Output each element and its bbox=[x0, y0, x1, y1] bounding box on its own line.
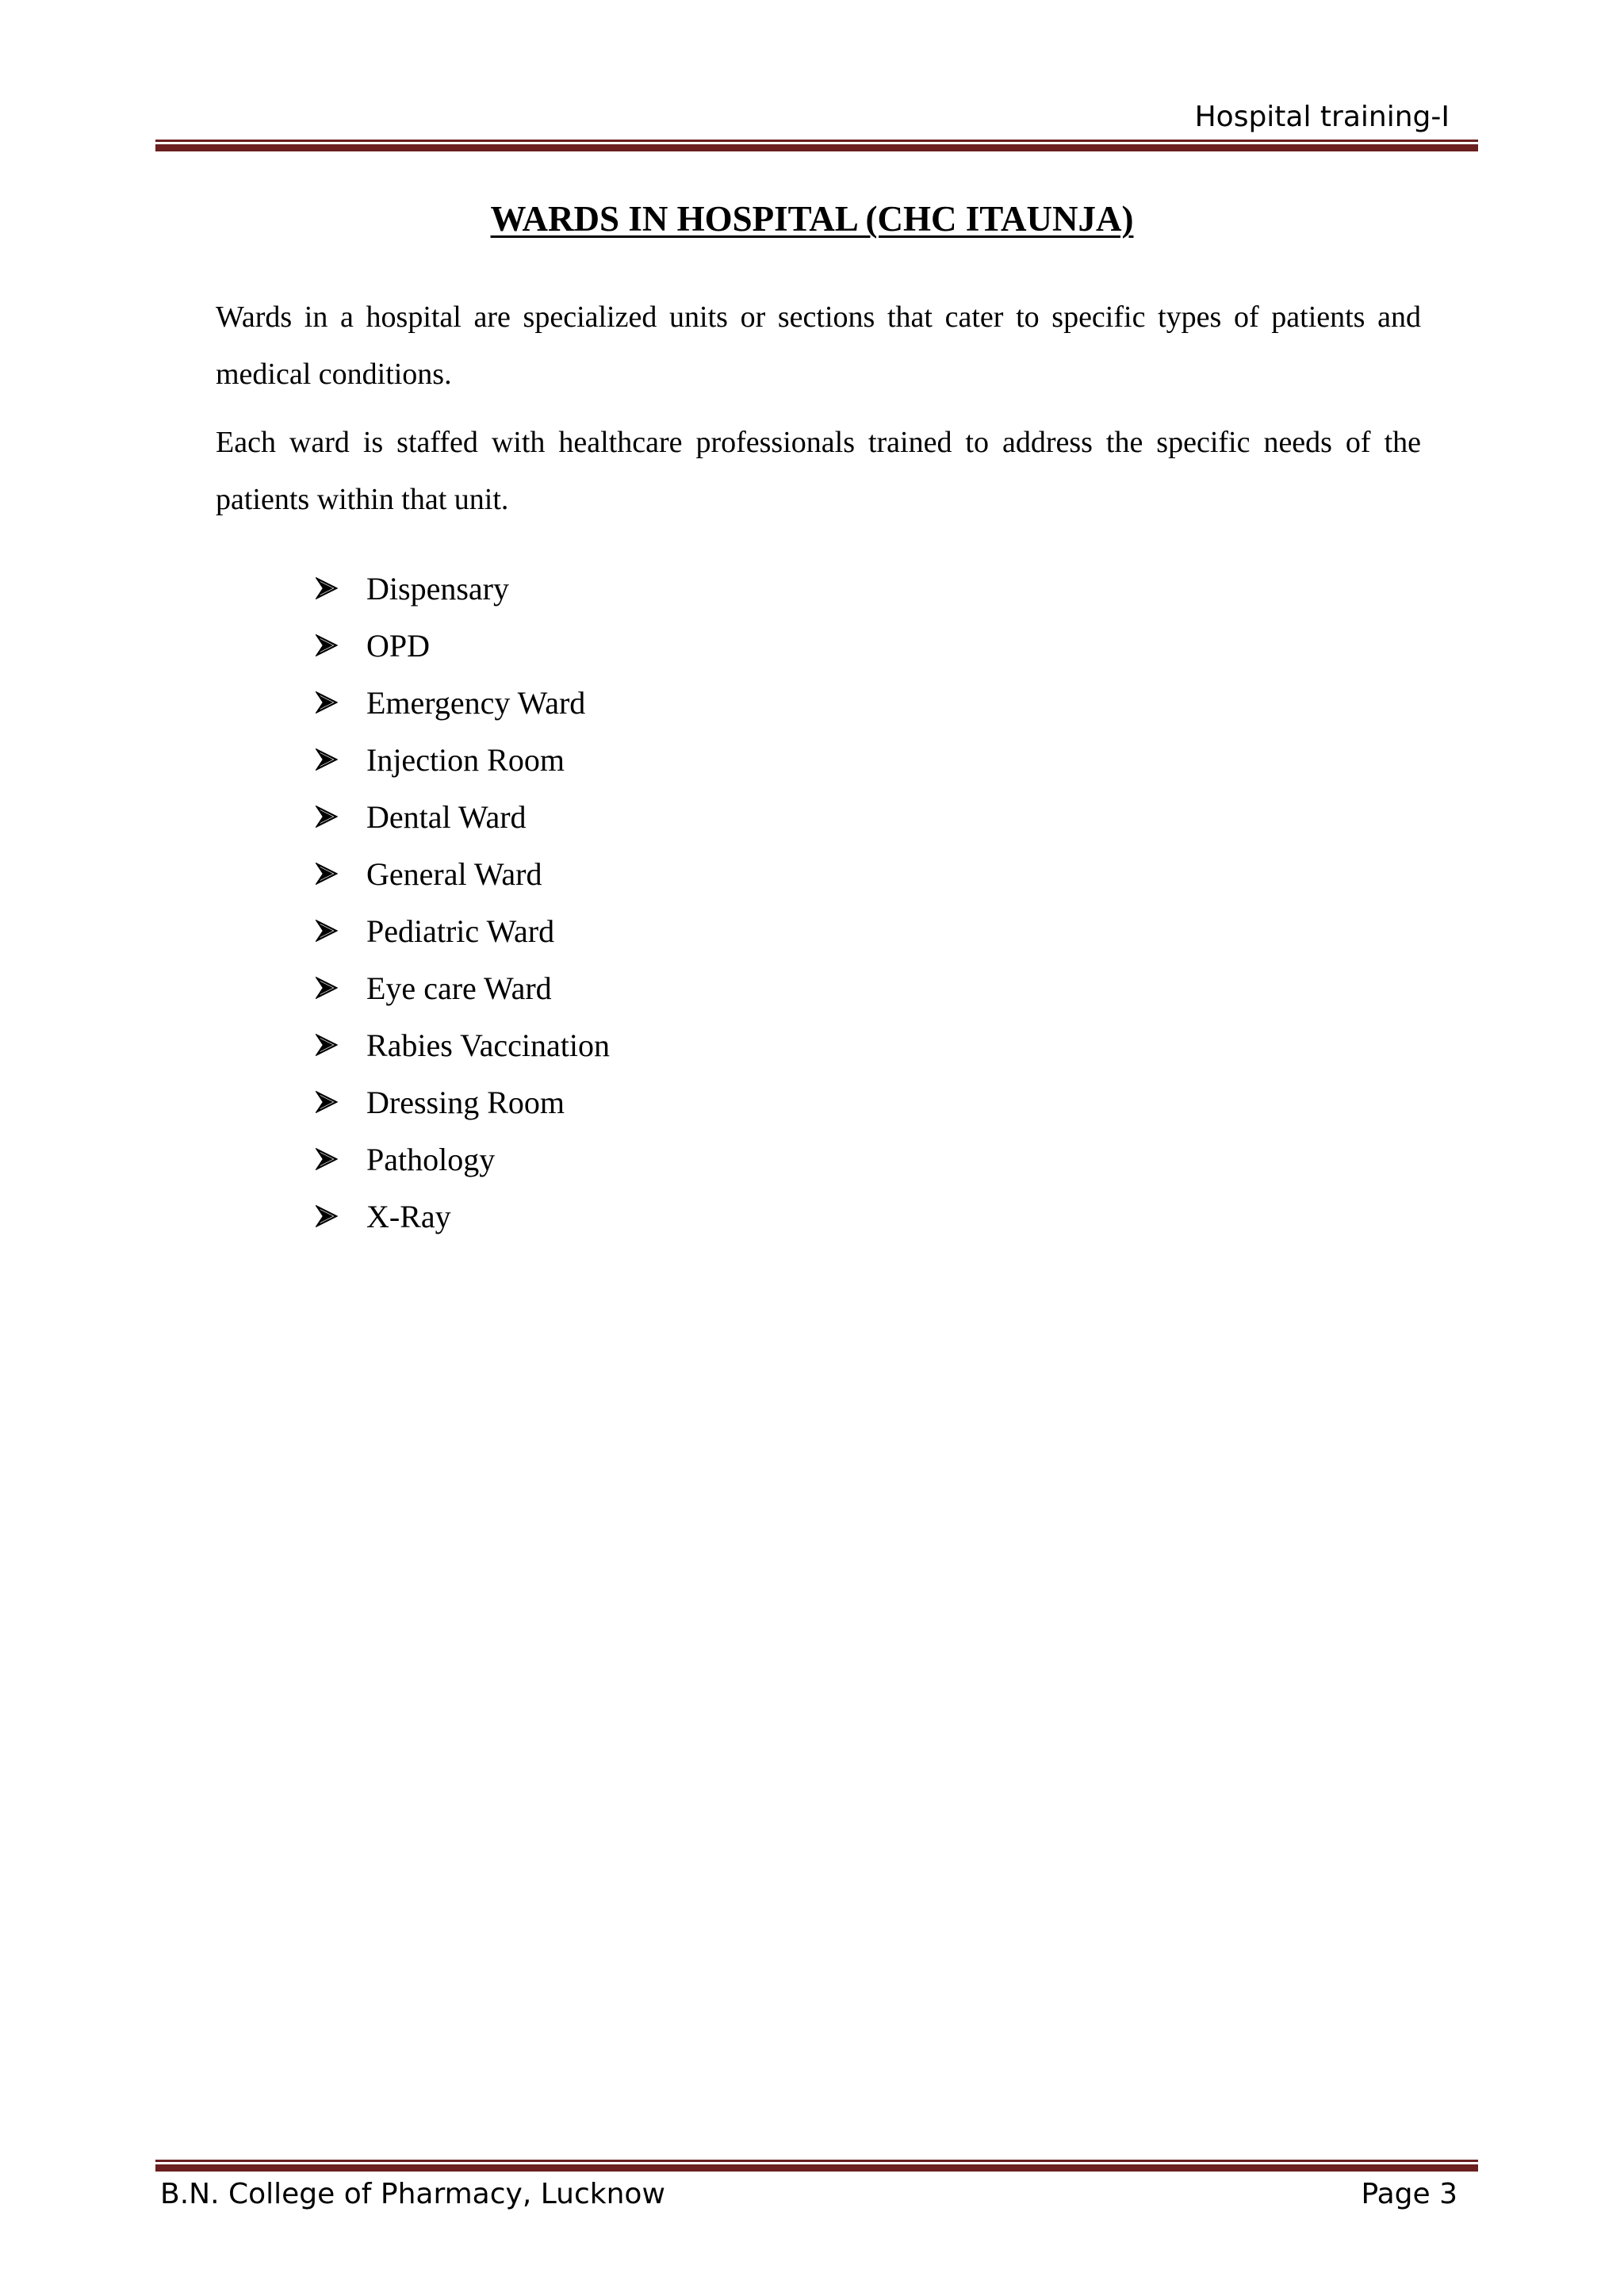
list-item bbox=[316, 1188, 610, 1245]
ward-name: Dispensary bbox=[366, 570, 509, 607]
list-item bbox=[316, 959, 610, 1016]
ward-name: Injection Room bbox=[366, 741, 565, 778]
ward-list bbox=[316, 560, 610, 1245]
ward-name: Dental Ward bbox=[366, 798, 527, 835]
ward-name: Emergency Ward bbox=[366, 684, 586, 721]
ward-name: Dressing Room bbox=[366, 1084, 565, 1120]
arrowhead-bullet-icon bbox=[316, 617, 341, 674]
footer-institution: B.N. College of Pharmacy, Lucknow bbox=[160, 2178, 665, 2210]
arrowhead-bullet-icon bbox=[316, 1131, 341, 1188]
arrowhead-bullet-icon bbox=[316, 1188, 341, 1245]
arrowhead-bullet-icon bbox=[316, 560, 341, 617]
list-item bbox=[316, 1131, 610, 1188]
list-item bbox=[316, 1016, 610, 1073]
ward-name: Eye care Ward bbox=[366, 970, 552, 1006]
list-item bbox=[316, 1073, 610, 1131]
page-title: WARDS IN HOSPITAL (CHC ITAUNJA) bbox=[490, 199, 1134, 239]
footer-divider bbox=[155, 2160, 1478, 2172]
ward-name: General Ward bbox=[366, 855, 542, 892]
list-item bbox=[316, 560, 610, 617]
ward-name: OPD bbox=[366, 627, 431, 664]
list-item bbox=[316, 788, 610, 845]
intro-paragraph: Wards in a hospital are specialized units or sections that cater to specific types of patients and medical conditions. bbox=[216, 300, 1421, 391]
ward-name: Pathology bbox=[366, 1141, 496, 1177]
list-item bbox=[316, 902, 610, 959]
list-item bbox=[316, 731, 610, 788]
header-divider bbox=[155, 140, 1478, 151]
list-item bbox=[316, 617, 610, 674]
arrowhead-bullet-icon bbox=[316, 731, 341, 788]
arrowhead-bullet-icon bbox=[316, 959, 341, 1016]
arrowhead-bullet-icon bbox=[316, 845, 341, 902]
running-header-title: Hospital training-I bbox=[1194, 101, 1450, 133]
arrowhead-bullet-icon bbox=[316, 1016, 341, 1073]
arrowhead-bullet-icon bbox=[316, 674, 341, 731]
arrowhead-bullet-icon bbox=[316, 788, 341, 845]
page-number: Page 3 bbox=[1361, 2178, 1457, 2210]
list-item bbox=[316, 845, 610, 902]
ward-name: Rabies Vaccination bbox=[366, 1027, 610, 1063]
arrowhead-bullet-icon bbox=[316, 1073, 341, 1131]
arrowhead-bullet-icon bbox=[316, 902, 341, 959]
ward-name: Pediatric Ward bbox=[366, 913, 555, 949]
list-item bbox=[316, 674, 610, 731]
ward-name: X-Ray bbox=[366, 1198, 451, 1234]
staffing-paragraph: Each ward is staffed with healthcare professionals trained to address the specific needs of the patients within that unit. bbox=[216, 426, 1421, 516]
